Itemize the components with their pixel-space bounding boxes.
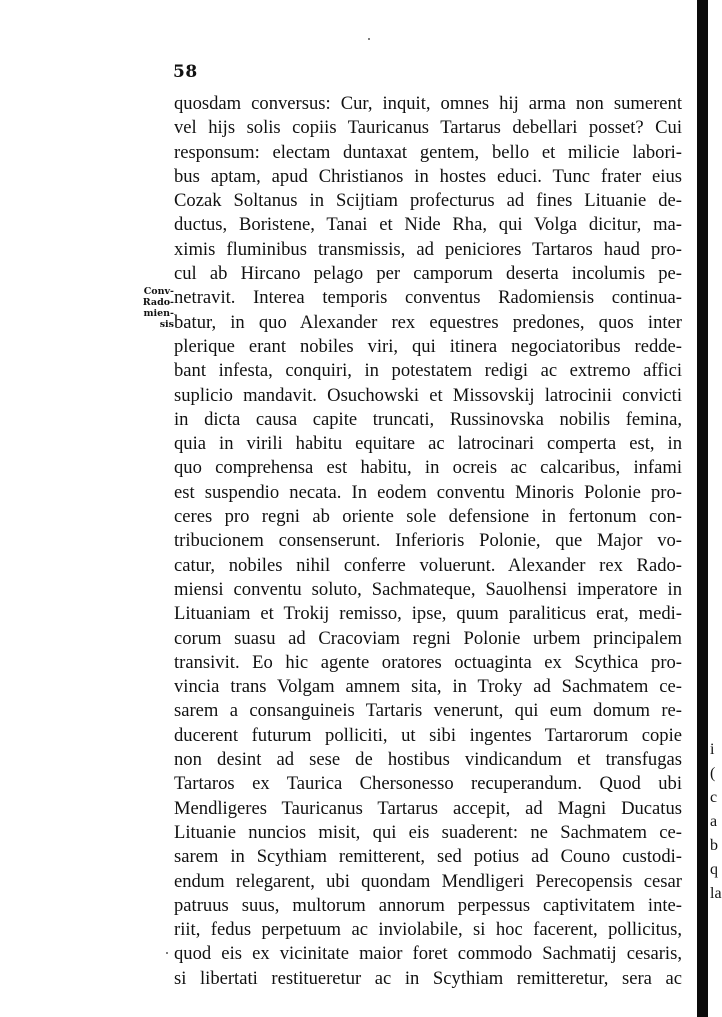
text-line: quosdam conversus: Cur, inquit, omnes hij arma non sumerent <box>174 93 682 114</box>
text-line: si libertati restitueretur ac in Scythiam remitteretur, sera ac <box>174 967 682 989</box>
fragment-glyph: a <box>710 813 718 830</box>
text-line: ceres pro regni ab oriente sole defensione in fertonum con- <box>174 506 682 528</box>
text-line: suplicio mandavit. Osuchowski et Missovskij latrocinii convicti <box>174 384 682 406</box>
fragment-glyph: q <box>710 861 718 878</box>
text-line: miensi conventu soluto, Sachmateque, Sauolhensi imperatore in <box>174 578 682 600</box>
page-number: 58 <box>173 62 198 82</box>
text-line: bus aptam, apud Christianos in hostes educi. Tunc frater eius <box>174 165 682 187</box>
body-text <box>174 92 682 991</box>
text-line: responsum: electam duntaxat gentem, bello et milicie labori- <box>174 141 682 163</box>
text-line: batur, in quo Alexander rex equestres predones, quos inter <box>174 311 682 333</box>
fragment-glyph: b <box>710 837 718 854</box>
text-line: patruus suus, multorum annorum perpessus captivitatem inte- <box>174 894 682 916</box>
adjacent-page-fragments <box>710 738 720 906</box>
paper-speck <box>166 952 168 954</box>
text-line: corum suasu ad Cracoviam regni Polonie urbem principalem <box>174 627 682 649</box>
text-line: sarem in Scythiam remitterent, sed potius ad Couno custodi- <box>174 846 682 868</box>
paper-speck <box>368 38 370 40</box>
text-line: vel hijs solis copiis Tauricanus Tartarus debellari posset? Cui <box>174 117 682 139</box>
text-line: endum relegarent, ubi quondam Mendligeri Perecopensis cesar <box>174 870 682 892</box>
fragment-glyph: la <box>710 885 722 902</box>
text-line: bant infesta, conquiri, in potestatem redigi ac extremo affici <box>174 360 682 382</box>
text-line: Lituanie nuncios misit, qui eis suaderent: ne Sachmatem ce- <box>174 821 682 843</box>
text-line: ducerent futurum polliciti, ut sibi ingentes Tartarorum copie <box>174 724 682 746</box>
text-line: Tartaros ex Taurica Chersonesso recuperandum. Quod ubi <box>174 773 682 795</box>
text-line: Cozak Soltanus in Scijtiam profecturus ad fines Lituanie de- <box>174 190 682 212</box>
text-line: netravit. Interea temporis conventus Radomiensis continua- <box>174 287 682 309</box>
text-line: ductus, Boristene, Tanai et Nide Rha, qui Volga dicitur, ma- <box>174 214 682 236</box>
text-line: sarem a consanguineis Tartaris venerunt, qui eum domum re- <box>174 700 682 722</box>
text-line: cul ab Hircano pelago per camporum deserta incolumis pe- <box>174 263 682 285</box>
fragment-glyph: ( <box>710 765 716 782</box>
text-line: Lituaniam et Trokij remisso, ipse, quum paraliticus erat, medi- <box>174 603 682 625</box>
text-line: quia in virili habitu equitare ac latrocinari comperta est, in <box>174 433 682 455</box>
margin-note-line: sis <box>159 319 174 330</box>
text-line: est suspendio necata. In eodem conventu Minoris Polonie pro- <box>174 481 682 503</box>
text-line: transivit. Eo hic agente oratores octuaginta ex Scythica pro- <box>174 651 682 673</box>
text-line: catur, nobiles nihil conferre voluerunt. Alexander rex Rado- <box>174 554 682 576</box>
text-line: non desint ad sese de hostibus vindicandum et transfugas <box>174 749 682 771</box>
margin-note-line: Conv- <box>143 286 174 297</box>
text-line: ximis fluminibus transmissis, ad peniciores Tartaros haud pro- <box>174 238 682 260</box>
text-line: quo comprehensa est habitu, in ocreis ac calcaribus, infami <box>174 457 682 479</box>
margin-note-line: mien- <box>143 308 174 319</box>
text-line: quod eis ex vicinitate maior foret commodo Sachmatij cesaris, <box>174 943 682 965</box>
text-line: riit, fedus perpetuum ac inviolabile, si hoc facerent, pollicitus, <box>174 919 682 941</box>
text-line: in dicta causa capite truncati, Russinovska nobilis femina, <box>174 408 682 430</box>
text-line: Mendligeres Tauricanus Tartarus accepit, ad Magni Ducatus <box>174 797 682 819</box>
fragment-glyph: c <box>710 789 718 806</box>
text-line: tribucionem consenserunt. Inferioris Polonie, que Major vo- <box>174 530 682 552</box>
page-edge-shadow <box>697 0 708 1017</box>
fragment-glyph: i <box>710 741 715 758</box>
margin-note-line: Rado- <box>142 297 174 308</box>
text-line: vincia trans Volgam amnem sita, in Troky ad Sachmatem ce- <box>174 676 682 698</box>
margin-note <box>134 286 174 330</box>
text-line: plerique erant nobiles viri, qui itinera negociatoribus redde- <box>174 335 682 357</box>
